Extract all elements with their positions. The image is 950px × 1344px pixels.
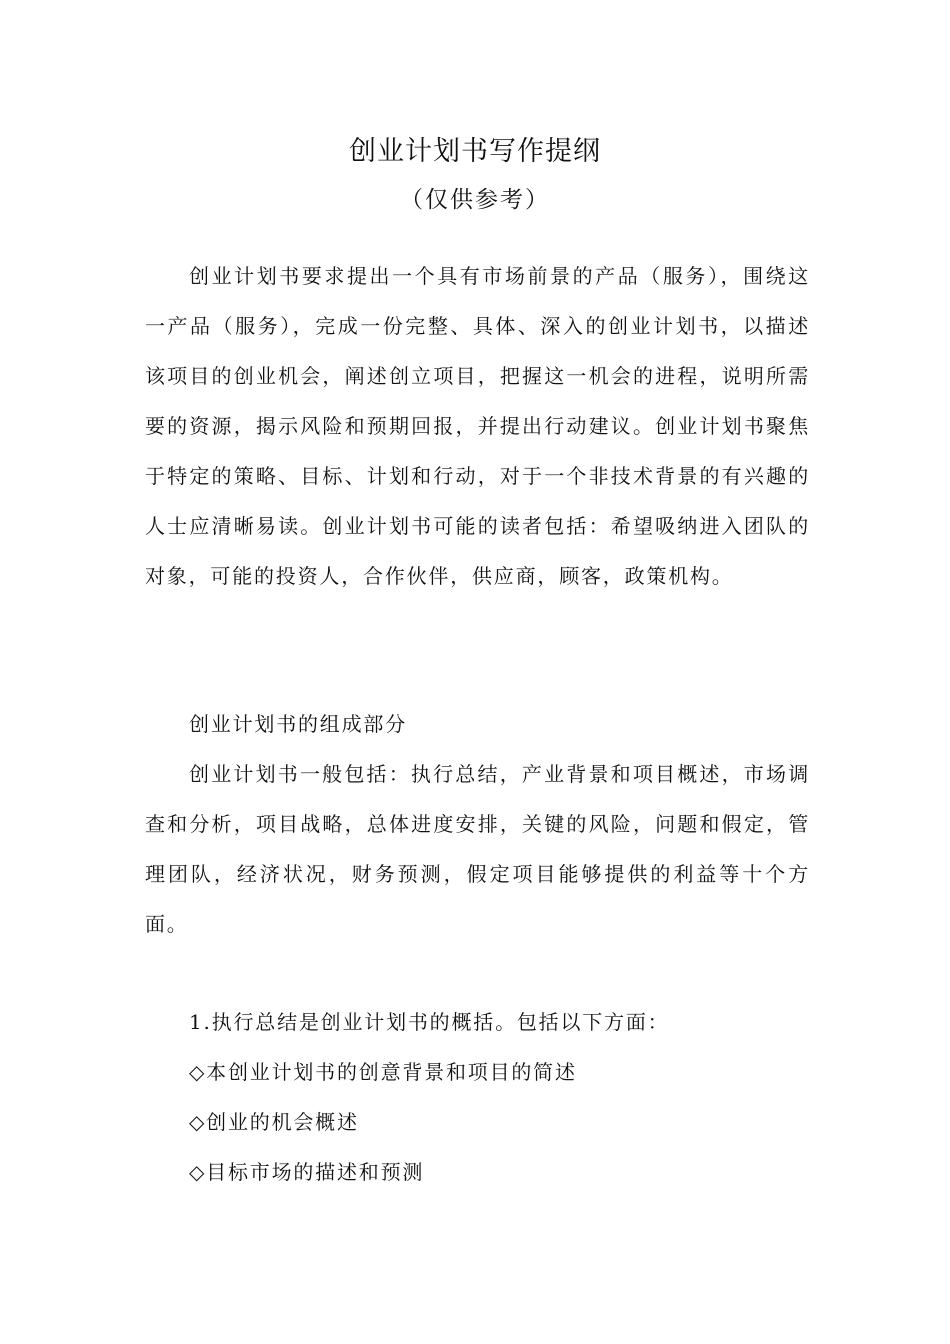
item-1-paragraph: 1.执行总结是创业计划书的概括。包括以下方面： xyxy=(189,1010,670,1034)
section-heading: 创业计划书的组成部分 xyxy=(189,712,407,736)
composition-paragraph: 创业计划书一般包括：执行总结，产业背景和项目概述，市场调查和分析，项目战略，总体进度安排，关键的风险，问题和假定，管理团队，经济状况，财务预测，假定项目能够提供的利益等十个方面。 xyxy=(145,762,810,936)
bullet-item: ◇本创业计划书的创意背景和项目的简述 xyxy=(189,1060,577,1084)
bullet-item: ◇目标市场的描述和预测 xyxy=(189,1160,425,1184)
intro-paragraph: 创业计划书要求提出一个具有市场前景的产品（服务），围绕这一产品（服务），完成一份完整、具体、深入的创业计划书，以描述该项目的创业机会，阐述创立项目，把握这一机会的进程，说明所需要的资源，揭示风险和预期回报，并提出行动建议。创业计划书聚焦于特定的策略、目标、计划和行动，对于一个非技术背景的有兴趣的人士应清晰易读。创业计划书可能的读者包括：希望吸纳进入团队的对象，可能的投资人，合作伙伴，供应商，顾客，政策机构。 xyxy=(145,264,810,588)
bullet-item: ◇创业的机会概述 xyxy=(189,1110,359,1134)
document-subtitle: （仅供参考） xyxy=(400,187,550,213)
document-title: 创业计划书写作提纲 xyxy=(349,136,601,167)
